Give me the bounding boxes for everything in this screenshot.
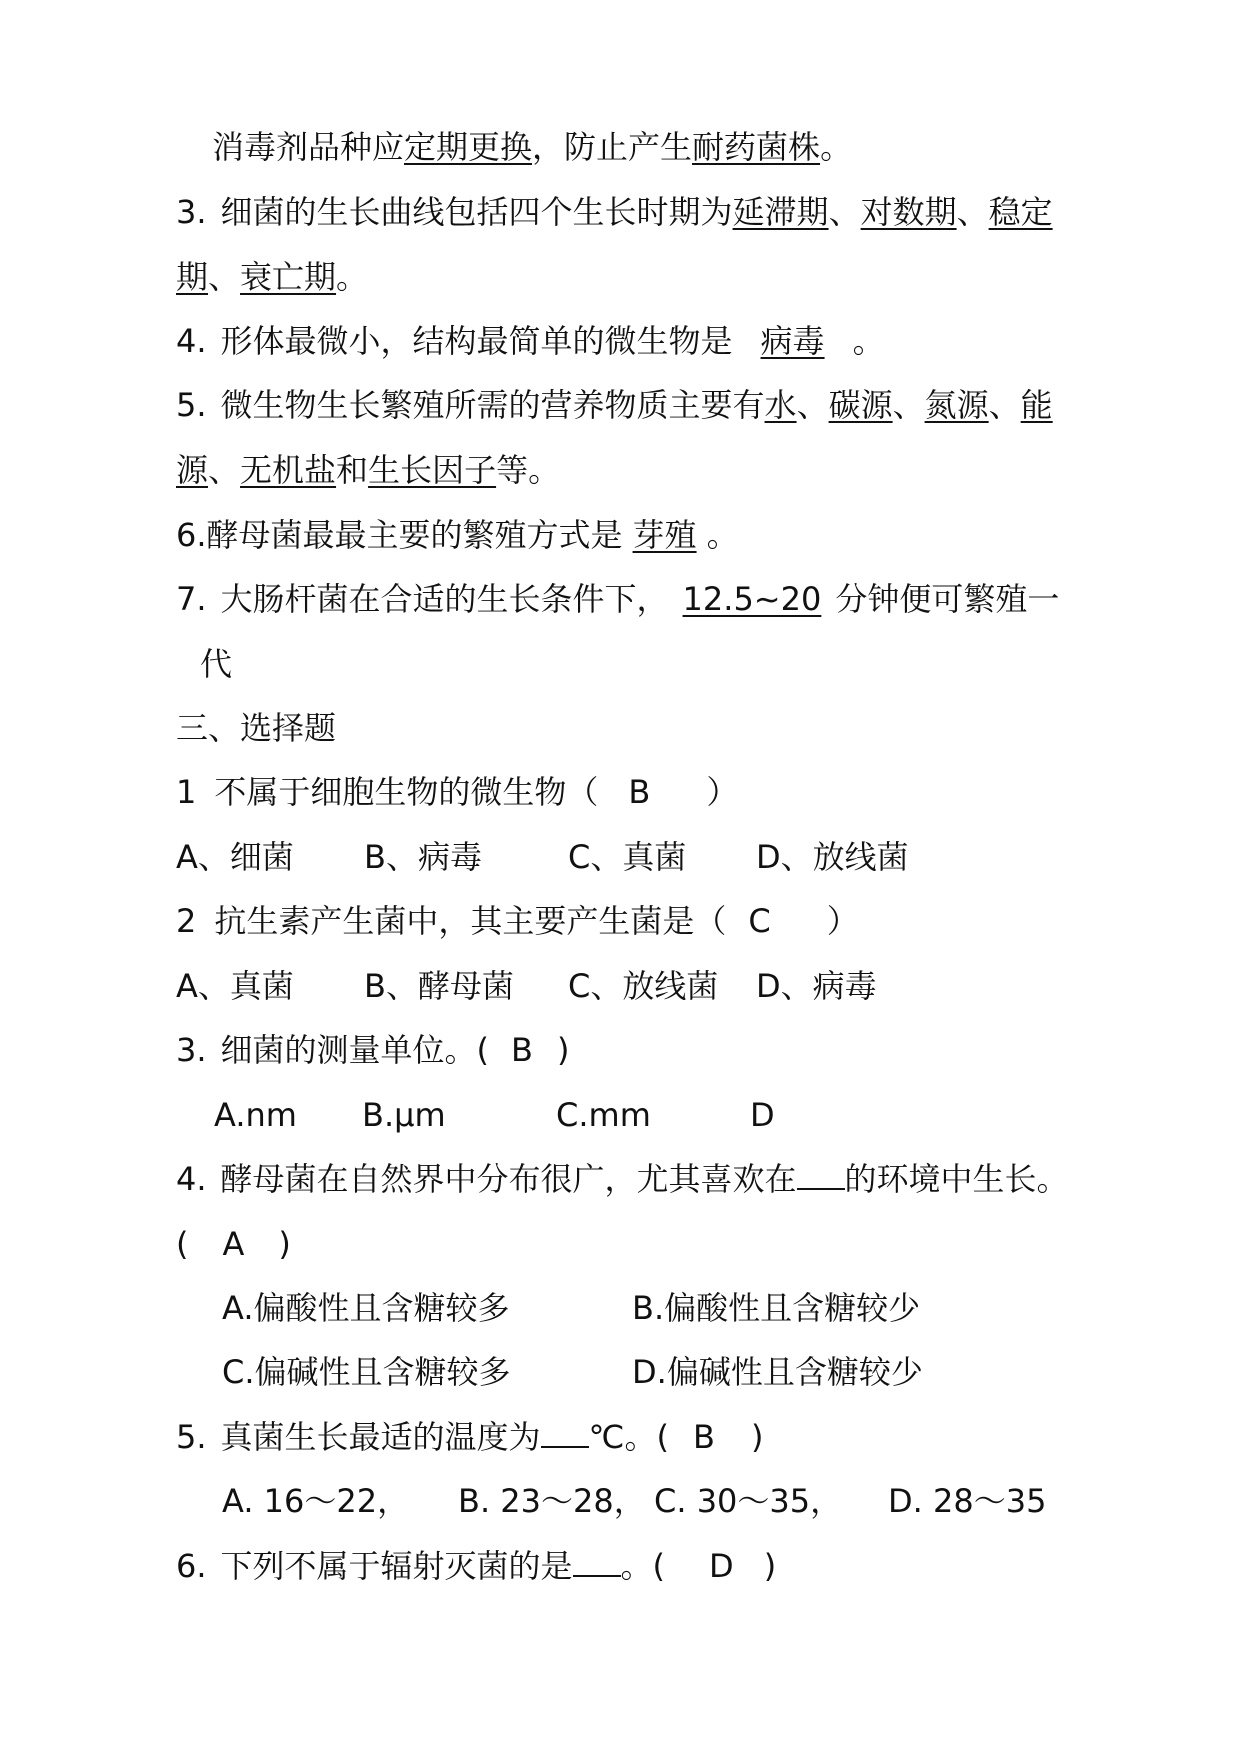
option-d: D.偏碱性且含糖较少 [632, 1353, 923, 1391]
option-c: C、真菌 [568, 838, 687, 876]
answer-blank: 氮源 [924, 386, 989, 424]
mc-question-6 [176, 1544, 776, 1588]
question-number: 5. [176, 386, 207, 424]
question-stem: 不属于细胞生物的微生物（ [214, 773, 599, 811]
fill-question-4 [176, 319, 885, 363]
text: 。 [706, 516, 739, 554]
text: 形体最微小，结构最简单的微生物是 [220, 322, 733, 360]
mc-question-4-answer [176, 1222, 291, 1266]
text: ） [826, 902, 859, 940]
answer-blank: 芽殖 [632, 516, 697, 554]
text: ，防止产生 [532, 128, 693, 166]
answer-letter: B [628, 773, 651, 811]
fill-question-6 [176, 513, 739, 557]
answer-blank: 能 [1020, 386, 1053, 424]
answer-blank: 延滞期 [732, 193, 829, 231]
answer-blank: 衰亡期 [240, 258, 337, 296]
text: ) [750, 1418, 764, 1456]
answer-blank: 源 [176, 451, 209, 489]
answer-letter: B [692, 1418, 715, 1456]
option-b: B. 23～28， [458, 1482, 646, 1520]
answer-blank: 碳源 [828, 386, 893, 424]
answer-blank: 病毒 [760, 322, 825, 360]
answer-letter: C [748, 902, 771, 940]
mc-question-1 [176, 770, 738, 814]
answer-blank: 稳定 [988, 193, 1053, 231]
question-number: 4. [176, 322, 207, 360]
option-c: C.偏碱性且含糖较多 [222, 1353, 511, 1391]
text: 消毒剂品种应 [212, 128, 405, 166]
fill-question-5-cont [176, 448, 560, 492]
text: 、 [892, 386, 925, 424]
fill-question-5 [176, 383, 1053, 427]
fill-question-3 [176, 190, 1053, 234]
option-c: C.mm [556, 1096, 651, 1134]
text: 、 [208, 258, 241, 296]
question-stem: 真菌生长最适的温度为 [220, 1418, 541, 1456]
option-a: A.偏酸性且含糖较多 [222, 1289, 510, 1327]
answer-blank: 生长因子 [368, 451, 497, 489]
text: ) [556, 1031, 570, 1069]
question-stem: 细菌的测量单位。( [220, 1031, 490, 1069]
text: ) [763, 1547, 777, 1585]
option-d: D [750, 1096, 775, 1134]
section-title: 三、选择题 [176, 709, 337, 747]
mc-question-5 [176, 1415, 763, 1459]
mc-question-4 [176, 1157, 1069, 1201]
text: 、 [988, 386, 1021, 424]
option-d: D. 28～35 [888, 1482, 1047, 1520]
question-stem-end: 的环境中生长。 [844, 1160, 1069, 1198]
text: 6.酵母菌最最主要的繁殖方式是 [176, 516, 623, 554]
option-a: A. 16～22， [222, 1482, 410, 1520]
option-c: C. 30～35， [654, 1482, 843, 1520]
answer-blank: 水 [764, 386, 797, 424]
mc-question-2 [176, 899, 859, 943]
question-stem: 酵母菌在自然界中分布很广，尤其喜欢在 [220, 1160, 797, 1198]
question-number: 1 [176, 773, 197, 811]
text: 、 [208, 451, 241, 489]
question-number: 4. [176, 1160, 207, 1198]
text: 大肠杆菌在合适的生长条件下， [220, 580, 669, 618]
blank-line [573, 1545, 621, 1577]
text: 、 [828, 193, 861, 231]
text: ( [176, 1225, 189, 1263]
option-a: A、真菌 [176, 967, 294, 1005]
question-number: 2 [176, 902, 197, 940]
answer-blank: 无机盐 [240, 451, 337, 489]
answer-letter: D [709, 1547, 734, 1585]
question-number: 5. [176, 1418, 207, 1456]
fill-question-7 [176, 577, 1059, 621]
option-b: B.偏酸性且含糖较少 [632, 1289, 921, 1327]
answer-blank: 耐药菌株 [692, 128, 821, 166]
answer-letter: B [511, 1031, 533, 1069]
text: 。 [852, 322, 885, 360]
answer-blank: 期 [176, 258, 209, 296]
blank-line [797, 1158, 845, 1190]
option-d: D、病毒 [756, 967, 877, 1005]
text: 分钟便可繁殖一 [835, 580, 1060, 618]
question-stem-end: ℃。( [588, 1418, 669, 1456]
fill-line-1 [212, 125, 852, 169]
option-b: B.μm [362, 1096, 446, 1134]
option-a: A、细菌 [176, 838, 294, 876]
question-number: 3. [176, 1031, 207, 1069]
answer-blank: 对数期 [860, 193, 957, 231]
blank-line [541, 1416, 589, 1448]
text: 。 [336, 258, 369, 296]
text: 、 [956, 193, 989, 231]
text: 细菌的生长曲线包括四个生长时期为 [220, 193, 733, 231]
text: 微生物生长繁殖所需的营养物质主要有 [220, 386, 765, 424]
question-stem: 下列不属于辐射灭菌的是 [220, 1547, 573, 1585]
question-number: 3. [176, 193, 207, 231]
answer-blank: 12.5~20 [682, 580, 822, 618]
text: 。 [820, 128, 853, 166]
text: 等。 [496, 451, 561, 489]
answer-blank: 定期更换 [404, 128, 533, 166]
fill-question-3-cont [176, 255, 368, 299]
option-d: D、放线菌 [756, 838, 909, 876]
option-c: C、放线菌 [568, 967, 719, 1005]
text: ) [278, 1225, 291, 1263]
fill-question-7-cont [200, 642, 232, 686]
text: ） [706, 773, 739, 811]
mc-question-3 [176, 1028, 569, 1072]
text: 、 [796, 386, 829, 424]
question-stem-end: 。( [620, 1547, 666, 1585]
text: 代 [200, 645, 233, 683]
option-b: B、酵母菌 [364, 967, 514, 1005]
answer-letter: A [222, 1225, 245, 1263]
text: 和 [336, 451, 369, 489]
question-number: 6. [176, 1547, 207, 1585]
question-number: 7. [176, 580, 207, 618]
option-a: A.nm [214, 1096, 297, 1134]
question-stem: 抗生素产生菌中，其主要产生菌是（ [214, 902, 727, 940]
option-b: B、病毒 [364, 838, 482, 876]
